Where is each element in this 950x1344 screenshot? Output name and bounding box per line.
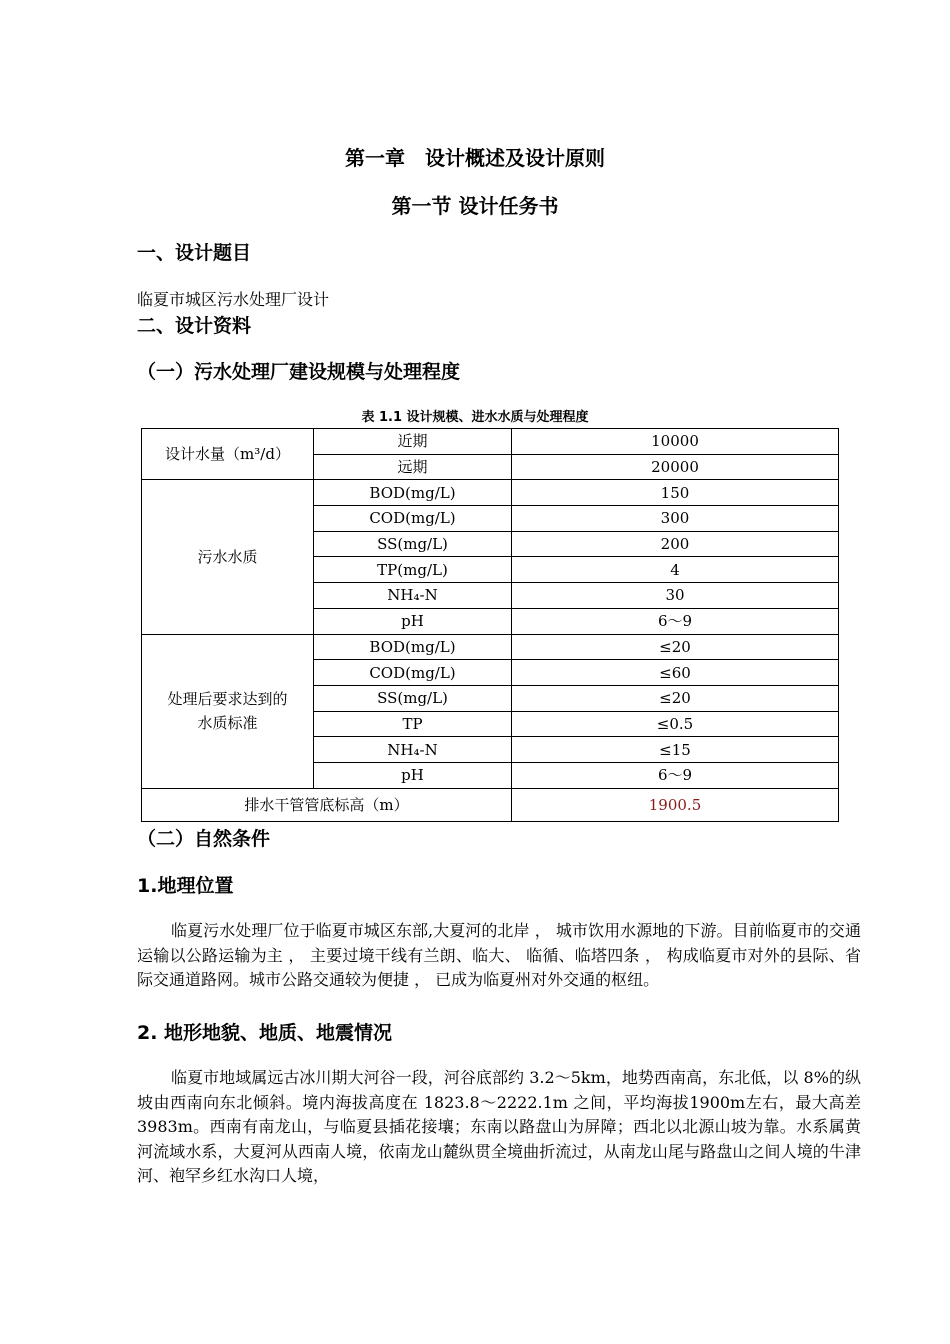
outfall-label-cell: 排水干管管底标高（m） [142, 788, 512, 821]
table-cell: ≤0.5 [512, 711, 839, 737]
influent-label-cell: 污水水质 [142, 480, 314, 634]
table-cell: ≤20 [512, 685, 839, 711]
table-cell: TP(mg/L) [314, 557, 512, 583]
table-row [142, 634, 839, 660]
heading-design-topic: 一、设计题目 [137, 242, 252, 264]
table-cell: ≤15 [512, 737, 839, 763]
heading-geographic-location: 1.地理位置 [137, 875, 234, 897]
paragraph-geographic-location [137, 919, 861, 993]
paragraph-terrain-geology [137, 1066, 861, 1189]
table-cell: NH₄-N [314, 583, 512, 609]
table-cell: 300 [512, 506, 839, 532]
table-cell: 150 [512, 480, 839, 506]
chapter-title: 第一章 设计概述及设计原则 [345, 146, 605, 170]
table-cell: TP [314, 711, 512, 737]
table-cell: COD(mg/L) [314, 506, 512, 532]
table-cell: COD(mg/L) [314, 660, 512, 686]
table-cell: 200 [512, 531, 839, 557]
design-topic-text: 临夏市城区污水处理厂设计 [137, 290, 330, 309]
flow-label-cell: 设计水量（m³/d） [142, 429, 314, 480]
design-spec-table [141, 428, 839, 822]
table-cell: SS(mg/L) [314, 531, 512, 557]
table-cell: 6～9 [512, 608, 839, 634]
effluent-label-cell [142, 634, 314, 788]
heading-terrain-geology: 2. 地形地貌、地质、地震情况 [137, 1022, 393, 1044]
table-cell: 6～9 [512, 762, 839, 788]
table-cell: pH [314, 608, 512, 634]
table-caption: 表 1.1 设计规模、进水水质与处理程度 [361, 410, 589, 425]
paragraph-text: 临夏市地域属远古冰川期大河谷一段，河谷底部约 3.2～5km，地势西南高，东北低，以 8%的纵坡由西南向东北倾斜。境内海拔高度在 1823.8～2222.1m 之间，平均海拔1900m左右，最大高差3983m。西南有南龙山，与临夏县插花接壤；东南以路盘山为屏障；西北以北源山坡为靠。水系属黄河流域水系，大夏河从西南人境，依南龙山麓纵贯全境曲折流过，从南龙山尾与路盘山之间人境的牛津河、袍罕乡红水沟口人境， [137, 1068, 861, 1185]
table-row [142, 429, 839, 455]
table-cell: 20000 [512, 454, 839, 480]
table-row [142, 480, 839, 506]
table-cell: BOD(mg/L) [314, 634, 512, 660]
table-cell: 远期 [314, 454, 512, 480]
table-cell: ≤60 [512, 660, 839, 686]
heading-natural-conditions: （二）自然条件 [137, 828, 271, 850]
heading-design-data: 二、设计资料 [137, 315, 252, 337]
table-cell: 10000 [512, 429, 839, 455]
section-title: 第一节 设计任务书 [391, 194, 559, 218]
table-row [142, 788, 839, 821]
effluent-label-line1: 处理后要求达到的 [167, 690, 288, 709]
table-cell: 近期 [314, 429, 512, 455]
outfall-value-cell: 1900.5 [512, 788, 839, 821]
table-cell: BOD(mg/L) [314, 480, 512, 506]
effluent-label-line2: 水质标准 [197, 714, 258, 733]
table-cell: NH₄-N [314, 737, 512, 763]
table-cell: SS(mg/L) [314, 685, 512, 711]
heading-scale-treatment: （一）污水处理厂建设规模与处理程度 [137, 361, 461, 383]
table-cell: 30 [512, 583, 839, 609]
table-cell: 4 [512, 557, 839, 583]
table-cell: pH [314, 762, 512, 788]
paragraph-text: 临夏污水处理厂位于临夏市城区东部,大夏河的北岸 ， 城市饮用水源地的下游。目前临夏市的交通运输以公路运输为主 ， 主要过境干线有兰朗、临大、 临循、临塔四条 ， 构成临夏市对外的县际、省际交通道路网。城市公路交通较为便捷 ， 已成为临夏州对外交通的枢纽。 [137, 921, 861, 989]
table-cell: ≤20 [512, 634, 839, 660]
